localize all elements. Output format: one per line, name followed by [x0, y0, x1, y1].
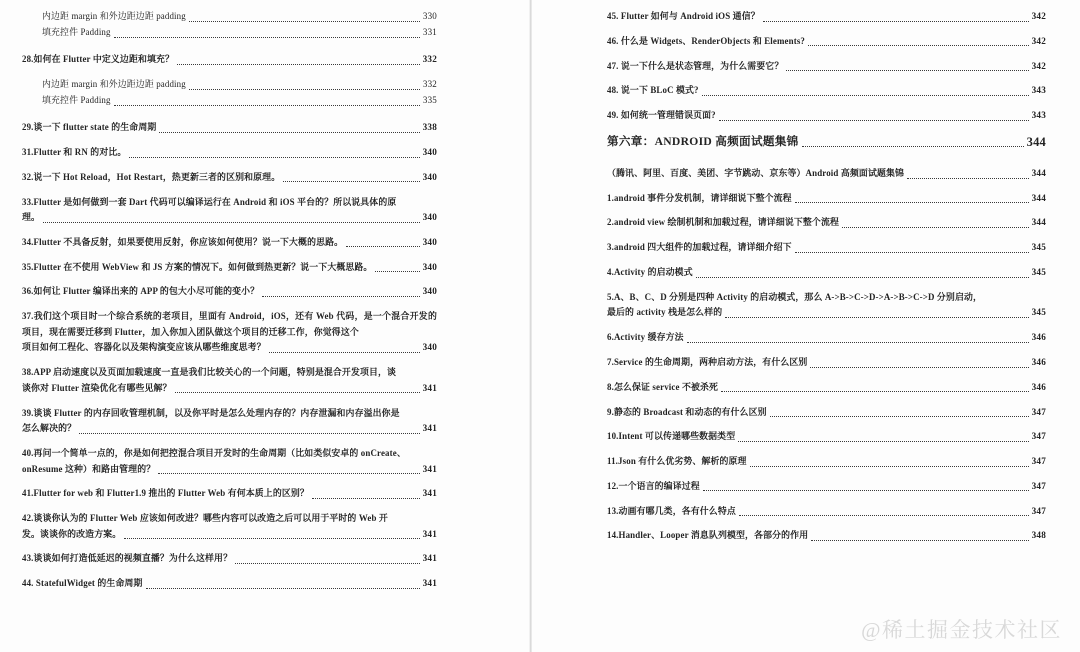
- toc-entry[interactable]: [607, 330, 1046, 346]
- section-spacer: [22, 109, 437, 120]
- toc-entry-label: 31.Flutter 和 RN 的对比。: [22, 146, 127, 157]
- toc-entry-label: 40.再问一个简单一点的，你是如何把控混合项目开发时的生命周期（比如类似安卓的 onCreate、: [22, 447, 406, 458]
- toc-entry[interactable]: [607, 454, 1046, 470]
- toc-entry[interactable]: [607, 240, 1046, 256]
- dot-leader: [702, 87, 1029, 99]
- dot-leader: [79, 425, 420, 437]
- toc-page-number: 341: [422, 528, 437, 539]
- dot-leader: [312, 490, 420, 502]
- toc-page-number: 335: [422, 95, 437, 106]
- toc-entry[interactable]: [22, 446, 437, 477]
- toc-page-number: 345: [1031, 242, 1046, 253]
- toc-entry-label: 49. 如何统一管理错误页面?: [607, 110, 716, 121]
- toc-page-number: 341: [422, 463, 437, 474]
- toc-entry-label-continued: 理。: [22, 212, 41, 223]
- toc-entry[interactable]: [22, 25, 437, 41]
- toc-entry-label-continued: 最后的 activity 栈是怎么样的: [607, 307, 723, 318]
- toc-page-number: 340: [422, 171, 437, 182]
- toc-entry-label: 35.Flutter 在不使用 WebView 和 JS 方案的情况下。如何做到热更新？说一下大概思路。: [22, 261, 373, 272]
- toc-page-number: 343: [1031, 85, 1046, 96]
- toc-entry-label: 44. StatefulWidget 的生命周期: [22, 578, 143, 589]
- toc-entry[interactable]: [607, 429, 1046, 445]
- toc-entry-label: 2.android view 绘制机制和加载过程，请详细说下整个流程: [607, 217, 839, 228]
- section-spacer: [22, 41, 437, 52]
- toc-page-number: 347: [1031, 480, 1046, 491]
- dot-leader: [810, 359, 1029, 371]
- toc-entry[interactable]: [22, 52, 437, 68]
- toc-entry-label: 33.Flutter 是如何做到一套 Dart 代码可以编译运行在 Android 和 iOS 平台的？所以说具体的原: [22, 196, 397, 207]
- toc-entry-label: 6.Activity 缓存方法: [607, 332, 684, 343]
- toc-entry[interactable]: [607, 355, 1046, 371]
- toc-page-number: 340: [422, 286, 437, 297]
- toc-entry-label: 8.怎么保证 service 不被杀死: [607, 381, 719, 392]
- toc-page-number: 344: [1031, 192, 1046, 203]
- toc-entry[interactable]: [22, 309, 437, 356]
- toc-page-number: 345: [1031, 307, 1046, 318]
- toc-entry-label: 46. 什么是 Widgets、RenderObjects 和 Elements?: [607, 35, 806, 46]
- toc-entry[interactable]: [22, 284, 437, 300]
- toc-entry-label: 47. 说一下什么是状态管理，为什么需要它？: [607, 60, 784, 71]
- dot-leader: [146, 580, 421, 592]
- toc-entry-label-continued: 发。谈谈你的改造方案。: [22, 528, 122, 539]
- toc-page-number: 331: [422, 27, 437, 38]
- toc-page-number: 332: [422, 78, 437, 89]
- toc-page-number: 338: [422, 122, 437, 133]
- toc-entry-label: 填充控件 Padding: [42, 27, 111, 38]
- toc-entry[interactable]: [22, 235, 437, 251]
- dot-leader: [703, 482, 1029, 494]
- toc-entry[interactable]: [22, 406, 437, 437]
- dot-leader: [907, 170, 1029, 182]
- toc-entry-label: 填充控件 Padding: [42, 95, 111, 106]
- toc-entry[interactable]: [22, 120, 437, 136]
- toc-entry[interactable]: [22, 77, 437, 93]
- dot-leader: [189, 13, 421, 25]
- toc-entry[interactable]: [22, 260, 437, 276]
- toc-page-number: 341: [422, 578, 437, 589]
- dot-leader: [739, 507, 1029, 519]
- toc-entry-label: 42.谈谈你认为的 Flutter Web 应该如何改进？哪些内容可以改造之后可以用于平时的 Web 开: [22, 513, 388, 524]
- toc-page-number: 344: [1026, 134, 1046, 149]
- toc-entry-label-continued: 项目如何工程化、容器化以及架构演变应该从哪些维度思考？: [22, 342, 266, 353]
- toc-page-number: 340: [422, 146, 437, 157]
- dot-leader: [375, 263, 420, 275]
- toc-page-number: 341: [422, 382, 437, 393]
- toc-page-number: 347: [1031, 505, 1046, 516]
- toc-entry[interactable]: [22, 195, 437, 226]
- toc-entry-label: 34.Flutter 不具备反射，如果要使用反射，你应该如何使用？说一下大概的思路。: [22, 236, 344, 247]
- toc-entry-label: 11.Json 有什么优劣势、解析的原理: [607, 456, 747, 467]
- toc-entry[interactable]: [607, 9, 1046, 25]
- toc-page-number: 344: [1031, 217, 1046, 228]
- toc-entry-label: 38.APP 启动速度以及页面加载速度一直是我们比较关心的一个问题，特别是混合开发项目，谈: [22, 367, 397, 378]
- toc-entry-label: 4.Activity 的启动模式: [607, 267, 693, 278]
- toc-page-number: 348: [1031, 530, 1046, 541]
- toc-entry-label: 内边距 margin 和外边距边距 padding: [42, 11, 186, 21]
- dot-leader: [114, 29, 421, 41]
- toc-entry-label: 13.动画有哪几类，各有什么特点: [607, 505, 736, 516]
- toc-entry-label: 9.静态的 Broadcast 和动态的有什么区别: [607, 406, 767, 417]
- toc-entry-label-continued: onResume 这种）和路由管理的？: [22, 463, 156, 474]
- toc-page-number: 346: [1031, 381, 1046, 392]
- toc-page-number: 342: [1031, 35, 1046, 46]
- toc-entry[interactable]: [22, 576, 437, 592]
- watermark: @稀土掘金技术社区: [861, 618, 1062, 642]
- toc-entry[interactable]: [607, 108, 1046, 124]
- toc-entry[interactable]: [22, 511, 437, 542]
- toc-entry[interactable]: [607, 83, 1046, 99]
- dot-leader: [719, 112, 1029, 124]
- toc-entry-label: 32.说一下 Hot Reload，Hot Restart，热更新三者的区别和原理。: [22, 171, 281, 182]
- dot-leader: [750, 458, 1030, 470]
- toc-entry[interactable]: [607, 215, 1046, 231]
- toc-page-number: 347: [1031, 456, 1046, 467]
- dot-leader: [129, 149, 420, 161]
- toc-entry[interactable]: [607, 265, 1046, 281]
- toc-entry-label: 3.android 四大组件的加载过程，请详细介绍下: [607, 242, 792, 253]
- left-toc-list: [22, 9, 437, 592]
- toc-entry[interactable]: [607, 133, 1046, 151]
- toc-entry-label: 36.如何让 Flutter 编译出来的 APP 的包大小尽可能的变小？: [22, 286, 260, 297]
- toc-entry-label-continued: 谈你对 Flutter 渲染优化有哪些见解？: [22, 382, 172, 393]
- toc-entry[interactable]: [607, 34, 1046, 50]
- toc-page-number: 340: [422, 212, 437, 223]
- toc-entry-label: （腾讯、阿里、百度、美团、字节跳动、京东等）Android 高频面试题集锦: [607, 167, 905, 178]
- dot-leader: [262, 288, 420, 300]
- dot-leader: [842, 219, 1029, 231]
- toc-entry-label: 45. Flutter 如何与 Android iOS 通信？: [607, 11, 760, 21]
- toc-entry[interactable]: [22, 145, 437, 161]
- dot-leader: [269, 344, 420, 356]
- toc-entry-label: 5.A、B、C、D 分别是四种 Activity 的启动模式，那么 A->B->C->D->A->B->C->D 分别启动，: [607, 291, 983, 302]
- toc-entry-label: 内边距 margin 和外边距边距 padding: [42, 78, 186, 89]
- dot-leader: [235, 555, 420, 567]
- toc-entry-label: 29.谈一下 flutter state 的生命周期: [22, 122, 157, 133]
- toc-page-number: 345: [1031, 267, 1046, 278]
- toc-page-number: 340: [422, 261, 437, 272]
- toc-entry[interactable]: [22, 9, 437, 25]
- toc-entry[interactable]: [22, 365, 437, 396]
- toc-entry[interactable]: [607, 166, 1046, 182]
- toc-entry[interactable]: [22, 486, 437, 502]
- dot-leader: [158, 465, 420, 477]
- dot-leader: [687, 334, 1029, 346]
- dot-leader: [795, 244, 1029, 256]
- toc-entry[interactable]: [22, 551, 437, 567]
- dot-leader: [763, 13, 1029, 25]
- toc-entry[interactable]: [607, 191, 1046, 207]
- toc-page-number: 341: [422, 553, 437, 564]
- dot-leader: [346, 238, 420, 250]
- toc-entry-label: 41.Flutter for web 和 Flutter1.9 推出的 Flutter Web 有何本质上的区别？: [22, 488, 309, 499]
- toc-entry-label: 28.如何在 Flutter 中定义边距和填充？: [22, 54, 175, 65]
- toc-page-number: 346: [1031, 332, 1046, 343]
- toc-entry-label: 43.谈谈如何打造低延迟的视频直播？为什么这样用？: [22, 553, 233, 564]
- toc-page-number: 347: [1031, 406, 1046, 417]
- toc-entry-label: 14.Handler、Looper 消息队列模型，各部分的作用: [607, 530, 809, 541]
- toc-entry-label: 10.Intent 可以传递哪些数据类型: [607, 431, 736, 442]
- dot-leader: [738, 433, 1029, 445]
- toc-chapter-label: 第六章：ANDROID 高频面试题集锦: [607, 134, 799, 148]
- dot-leader: [175, 384, 421, 396]
- toc-entry[interactable]: [22, 170, 437, 186]
- dot-leader: [802, 136, 1025, 151]
- toc-entry[interactable]: [607, 405, 1046, 421]
- right-page: [532, 0, 1080, 652]
- toc-entry[interactable]: [607, 528, 1046, 544]
- toc-entry[interactable]: [607, 59, 1046, 75]
- dot-leader: [283, 173, 420, 185]
- toc-page-number: 343: [1031, 110, 1046, 121]
- toc-entry-label: 1.android 事件分发机制，请详细说下整个流程: [607, 192, 792, 203]
- toc-entry-label: 48. 说一下 BLoC 模式?: [607, 85, 699, 96]
- toc-page-number: 341: [422, 488, 437, 499]
- toc-entry-label: 39.谈谈 Flutter 的内存回收管理机制，以及你平时是怎么处理内存的？内存泄漏和内存溢出你是: [22, 407, 400, 418]
- dot-leader: [811, 532, 1029, 544]
- toc-page-number: 340: [422, 236, 437, 247]
- toc-entry[interactable]: [607, 504, 1046, 520]
- toc-entry[interactable]: [607, 380, 1046, 396]
- dot-leader: [721, 383, 1029, 395]
- dot-leader: [795, 194, 1029, 206]
- dot-leader: [725, 309, 1029, 321]
- toc-page-number: 342: [1031, 60, 1046, 71]
- toc-page-number: 344: [1031, 167, 1046, 178]
- toc-entry[interactable]: [607, 479, 1046, 495]
- toc-entry-label: 37.我们这个项目时一个综合系统的老项目，里面有 Android，iOS，还有 Web 代码，是一个混合开发的项目，现在需要迁移到 Flutter，加入你加入团队做这个项目的迁移工作，你觉得这个: [22, 311, 437, 337]
- toc-page-number: 332: [422, 54, 437, 65]
- toc-page-number: 342: [1031, 11, 1046, 21]
- dot-leader: [124, 530, 420, 542]
- toc-entry-label: 12.一个语言的编译过程: [607, 480, 700, 491]
- toc-page-number: 347: [1031, 431, 1046, 442]
- dot-leader: [786, 62, 1029, 74]
- dot-leader: [114, 97, 421, 109]
- dot-leader: [696, 269, 1029, 281]
- toc-page-number: 330: [422, 11, 437, 21]
- toc-page-number: 340: [422, 342, 437, 353]
- dot-leader: [189, 81, 421, 93]
- toc-entry-label: 7.Service 的生命周期，两种启动方法，有什么区别: [607, 356, 808, 367]
- left-page: [0, 0, 529, 652]
- toc-entry[interactable]: [22, 93, 437, 109]
- toc-entry[interactable]: [607, 290, 1046, 321]
- toc-entry-label-continued: 怎么解决的？: [22, 423, 77, 434]
- dot-leader: [177, 56, 420, 68]
- dot-leader: [43, 214, 420, 226]
- toc-page-number: 346: [1031, 356, 1046, 367]
- dot-leader: [159, 124, 420, 136]
- dot-leader: [770, 408, 1029, 420]
- dot-leader: [808, 37, 1029, 49]
- toc-page-number: 341: [422, 423, 437, 434]
- right-toc-list: [607, 9, 1046, 544]
